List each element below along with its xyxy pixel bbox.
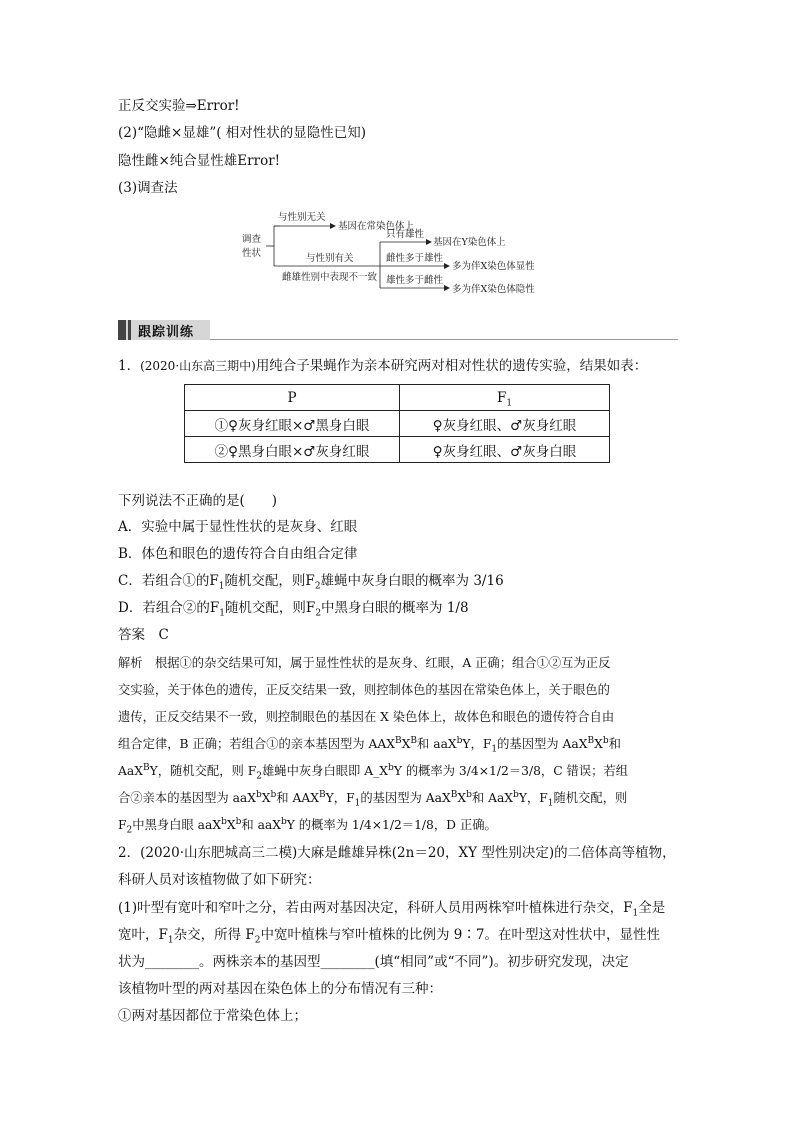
q1-number: 1．: [118, 358, 141, 374]
table-cell: ♀灰身红眼、♂灰身白眼: [400, 437, 610, 463]
table-row: [185, 411, 610, 437]
q1-option-a: A．实验中属于显性性状的是灰身、红眼: [118, 519, 358, 535]
diagram-result-x-recessive: 多为伴X染色体隐性: [452, 284, 535, 295]
diagram-male-more: 雄性多于雌性: [386, 275, 444, 286]
diagram-only-male: 只有雄性: [386, 229, 425, 240]
diagram-result-autosome: 基因在常染色体上: [338, 221, 415, 232]
q1-option-c: C．若组合①的$F_1$随机交配，则$F_2$雄蝇中灰身白眼的概率为 3/16: [118, 573, 504, 592]
table-cell: ♀灰身红眼、♂灰身红眼: [400, 411, 610, 437]
diagram-branch-unrelated: 与性别无关: [278, 212, 326, 223]
q1-source: (2020·山东高三期中): [140, 359, 256, 373]
intro-line-1: 正反交实验⇒Error!: [118, 98, 240, 114]
section-heading-mark-2: [128, 320, 131, 340]
diagram-root-2: 性状: [242, 248, 262, 259]
diagram-branch-related-sub: 雌雄性别中表现不一致: [282, 272, 378, 283]
analysis-line-1: 解析 根据①的杂交结果可知，属于显性性状的是灰身、红眼，A 正确；组合①②互为正反: [118, 656, 611, 670]
analysis-line-4: 组合定律，B 正确；若组合①的亲本基因型为 $AAX^BX^B$和 aaX$^b$Y，$F_1$的基因型为 $AaX^BX^b$和: [118, 735, 621, 755]
q1-option-d: D．若组合②的$F_1$随机交配，则$F_2$中黑身白眼的概率为 1/8: [118, 600, 469, 619]
q2-line-6: 该植物叶型的两对基因在染色体上的分布情况有三种：: [118, 981, 442, 997]
q1-table: [184, 384, 610, 463]
q1-option-b: B．体色和眼色的遗传符合自由组合定律: [118, 546, 358, 562]
diagram-branch-related: 与性别有关: [306, 253, 354, 264]
analysis-line-7: $F_2$中黑身白眼 $aaX^bX^b$和 aaX$^b$Y 的概率为 1/4×1/2＝1/8，D 正确。: [118, 816, 497, 836]
q2-line-3: (1)叶型有宽叶和窄叶之分，若由两对基因决定，科研人员用两株窄叶植株进行杂交，$F_1$全是: [118, 900, 666, 919]
diagram-result-x-dominant: 多为伴X染色体显性: [452, 261, 535, 272]
q2-line-4: 宽叶，$F_1$杂交，所得 $F_2$中宽叶植株与窄叶植株的比例为 9∶7。在叶型这对性状中，显性性: [118, 927, 660, 946]
table-header-f1: $F_1$: [400, 385, 610, 411]
q2-line-7: ①两对基因都位于常染色体上；: [118, 1008, 307, 1024]
table-cell: ②♀黑身白眼×♂灰身红眼: [185, 437, 400, 463]
table-header-row: [185, 385, 610, 411]
analysis-line-2: 交实验，关于体色的遗传，正反交结果一致，则控制体色的基因在常染色体上，关于眼色的: [118, 683, 610, 697]
q1-answer: 答案 C: [118, 627, 169, 643]
diagram-root-1: 调查: [242, 234, 262, 245]
table-row: [185, 437, 610, 463]
analysis-line-5: AaX$^B$Y，随机交配，则 $F_2$雄蝇中灰身白眼即 $A\_X^bY$ 的概率为 3/4×1/2＝3/8，C 错误；若组: [118, 762, 629, 782]
investigation-diagram: [240, 206, 570, 306]
section-heading: [118, 320, 678, 342]
q1-ask: 下列说法不正确的是( ): [118, 493, 278, 509]
section-title: 跟踪训练: [138, 325, 195, 340]
section-underline: [210, 339, 678, 340]
table-header-p: P: [185, 385, 400, 411]
analysis-line-3: 遗传，正反交结果不一致，则控制眼色的基因在 X 染色体上，故体色和眼色的遗传符合自由: [118, 710, 615, 724]
intro-line-2: (2)“隐雌×显雄”( 相对性状的显隐性已知): [118, 125, 367, 141]
diagram-result-y: 基因在Y染色体上: [433, 237, 506, 248]
q2-line-2: 科研人员对该植物做了如下研究：: [118, 872, 321, 888]
q2-line-5: 状为________。两株亲本的基因型________(填“相同”或“不同”)。初步研究发现，决定: [118, 954, 629, 970]
q1-stem-text: 用纯合子果蝇作为亲本研究两对相对性状的遗传实验，结果如表：: [255, 358, 648, 374]
section-heading-mark: [118, 320, 126, 340]
analysis-line-6: 合②亲本的基因型为 $aaX^bX^b$和 $AAX^BY$，$F_1$的基因型为 $AaX^BX^b$和 AaX$^b$Y，$F_1$随机交配，则: [118, 789, 628, 809]
diagram-female-more: 雌性多于雄性: [386, 253, 444, 264]
q1-stem: [118, 356, 647, 376]
q2-line-1: 2．(2020·山东肥城高三二模)大麻是雌雄异株(2n＝20，XY 型性别决定)的二倍体高等植物，: [118, 845, 676, 861]
table-cell: ①♀灰身红眼×♂黑身白眼: [185, 411, 400, 437]
intro-line-4: (3)调查法: [118, 180, 178, 196]
intro-line-3: 隐性雌×纯合显性雄Error!: [118, 153, 281, 169]
